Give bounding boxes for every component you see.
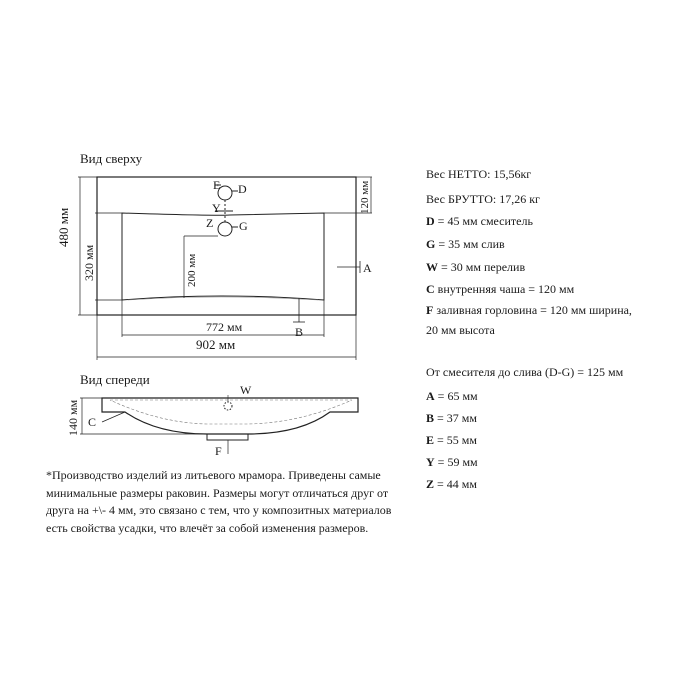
spec-item: Z = 44 мм xyxy=(426,477,477,491)
dim-140-label: 140 мм xyxy=(66,399,80,436)
spec-item: A = 65 мм xyxy=(426,389,478,403)
label-a: A xyxy=(363,261,372,275)
net-weight: Вес НЕТТО: 15,56кг xyxy=(426,167,532,181)
spec-item: Y = 59 мм xyxy=(426,455,478,469)
top-view-outline xyxy=(97,177,356,315)
top-view-bowl xyxy=(122,213,324,300)
dim-320-label: 320 мм xyxy=(82,244,96,281)
dim-120-label: 120 мм xyxy=(359,180,371,214)
label-y: Y xyxy=(212,201,221,215)
spec-item-cont: 20 мм высота xyxy=(426,323,495,337)
spec-item: B = 37 мм xyxy=(426,411,477,425)
spec-item: C внутренняя чаша = 120 мм xyxy=(426,282,575,296)
label-g: G xyxy=(239,219,248,233)
front-view-outline xyxy=(102,398,358,434)
drain-neck xyxy=(207,434,248,440)
overflow-hole xyxy=(224,402,232,410)
drain-hole xyxy=(218,222,232,236)
label-e: E xyxy=(213,178,221,192)
dim-772-label: 772 мм xyxy=(206,320,243,334)
spec-item: E = 55 мм xyxy=(426,433,477,447)
dim-902-label: 902 мм xyxy=(196,337,236,352)
label-c: C xyxy=(88,415,97,429)
label-z: Z xyxy=(206,216,214,230)
spec-item: W = 30 мм перелив xyxy=(426,260,526,274)
gross-weight: Вес БРУТТО: 17,26 кг xyxy=(426,192,540,206)
footnote: *Производство изделий из литьевого мрамора. Приведены самые минимальные размеры раковин. Размеры могут отличаться друг от друга на +\- 4 мм, это связано с тем, что у композитных материалов есть свойства усадки, что влечёт за собой изменения размеров. xyxy=(46,468,392,535)
spec-item: G = 35 мм слив xyxy=(426,237,505,251)
label-f: F xyxy=(215,444,222,458)
mixer-to-drain: От смесителя до слива (D-G) = 125 мм xyxy=(426,365,624,379)
front-view-title: Вид спереди xyxy=(80,372,150,387)
label-b: B xyxy=(295,325,304,339)
dim-480-label: 480 мм xyxy=(56,207,71,247)
dim-200-label: 200 мм xyxy=(186,253,198,287)
spec-item: D = 45 мм смеситель xyxy=(426,214,533,228)
label-w: W xyxy=(240,383,252,397)
spec-item: F заливная горловина = 120 мм ширина, xyxy=(426,303,632,317)
label-d: D xyxy=(238,182,247,196)
top-view-title: Вид сверху xyxy=(80,151,143,166)
